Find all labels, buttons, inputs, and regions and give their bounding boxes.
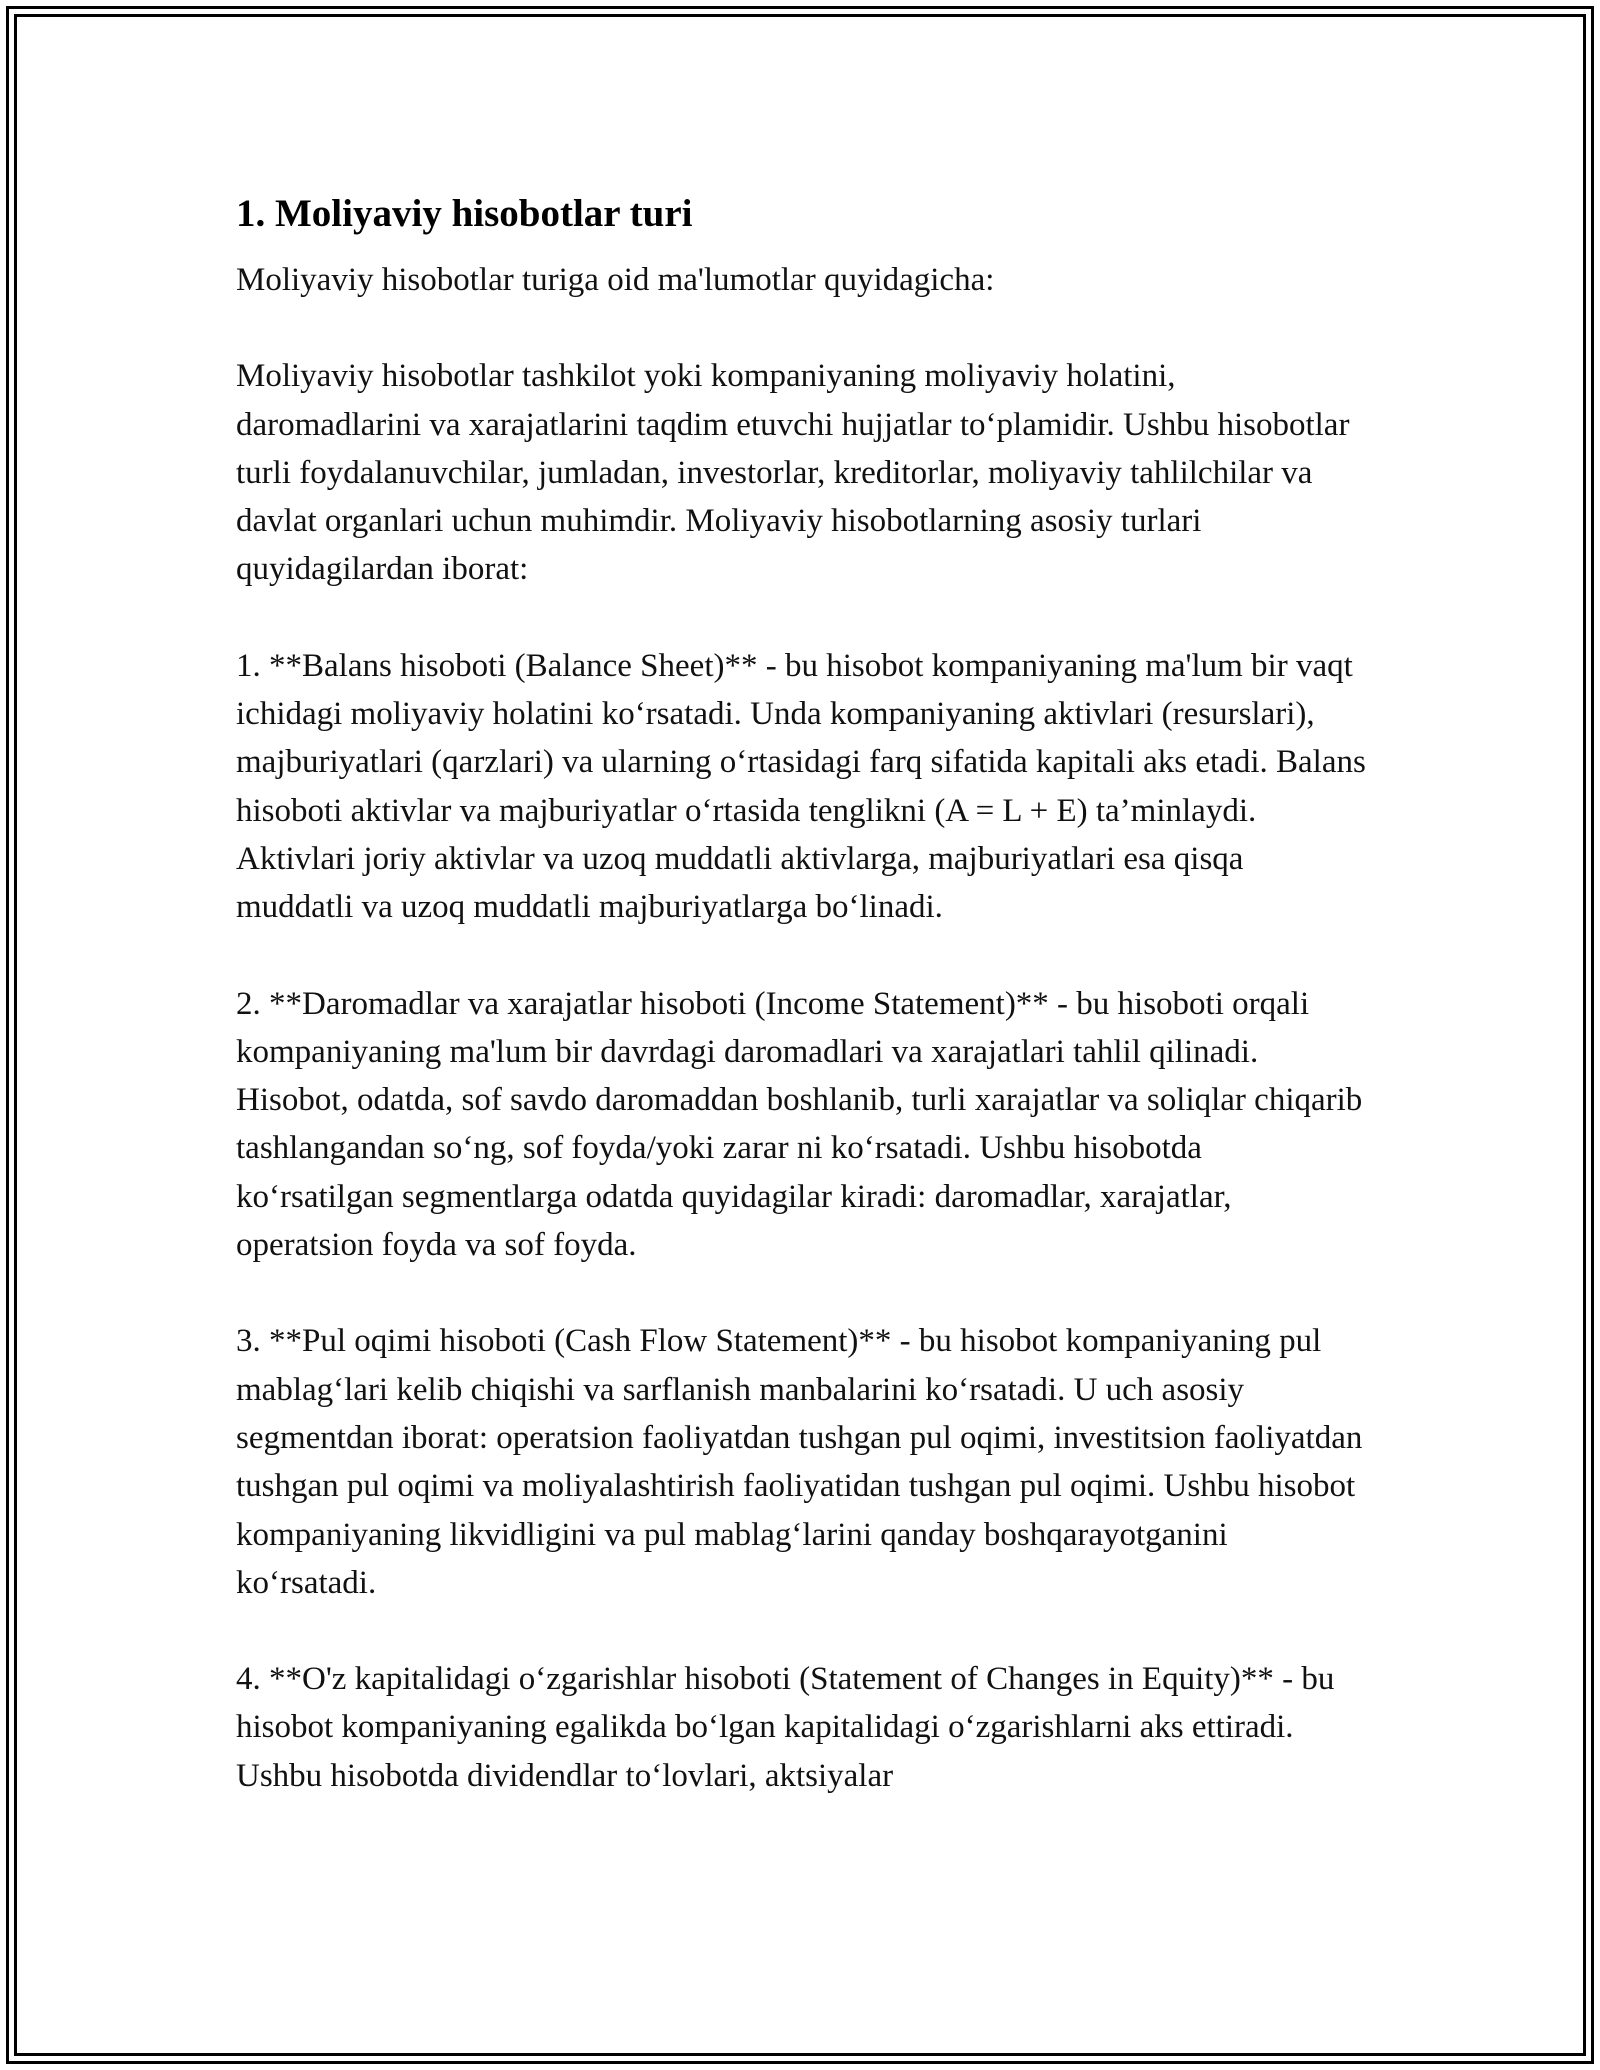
- document-body: [236, 188, 1366, 1848]
- section-heading: 1. Moliyaviy hisobotlar turi: [236, 192, 693, 235]
- intro-paragraph: Moliyaviy hisobotlar turiga oid ma'lumotlar quyidagicha:: [236, 262, 995, 298]
- balance-sheet-paragraph: 1. **Balans hisoboti (Balance Sheet)** - bu hisobot kompaniyaning ma'lum bir vaqt ichidagi moliyaviy holatini ko‘rsatadi. Unda kompaniyaning aktivlari (resurslari), majburiyatlari (qarzlari) va ularning o‘rtasidagi farq sifatida kapitali aks etadi. Balans hisoboti aktivlar va majburiyatlar o‘rtasida tenglikni (A = L + E) ta’minlaydi. Aktivlari joriy aktivlar va uzoq muddatli aktivlarga, majburiyatlari esa qisqa muddatli va uzoq muddatli majburiyatlarga bo‘linadi.: [236, 647, 1366, 926]
- overview-paragraph: Moliyaviy hisobotlar tashkilot yoki kompaniyaning moliyaviy holatini, daromadlarini va xarajatlarini taqdim etuvchi hujjatlar to‘plamidir. Ushbu hisobotlar turli foydalanuvchilar, jumladan, investorlar, kreditorlar, moliyaviy tahlilchilar va davlat organlari uchun muhimdir. Moliyaviy hisobotlarning asosiy turlari quyidagilardan iborat:: [236, 358, 1350, 588]
- income-statement-paragraph: 2. **Daromadlar va xarajatlar hisoboti (Income Statement)** - bu hisoboti orqali kompaniyaning ma'lum bir davrdagi daromadlari va xarajatlari tahlil qilinadi. Hisobot, odatda, sof savdo daromaddan boshlanib, turli xarajatlar va soliqlar chiqarib tashlangandan so‘ng, sof foyda/yoki zarar ni ko‘rsatadi. Ushbu hisobotda ko‘rsatilgan segmentlarga odatda quyidagilar kiradi: daromadlar, xarajatlar, operatsion foyda va sof foyda.: [236, 985, 1363, 1264]
- cash-flow-paragraph: 3. **Pul oqimi hisoboti (Cash Flow Statement)** - bu hisobot kompaniyaning pul mablag‘lari kelib chiqishi va sarflanish manbalarini ko‘rsatadi. U uch asosiy segmentdan iborat: operatsion faoliyatdan tushgan pul oqimi, investitsion faoliyatdan tushgan pul oqimi va moliyalashtirish faoliyatidan tushgan pul oqimi. Ushbu hisobot kompaniyaning likvidligini va pul mablag‘larini qanday boshqarayotganini ko‘rsatadi.: [236, 1323, 1363, 1601]
- equity-changes-paragraph: 4. **O'z kapitalidagi o‘zgarishlar hisoboti (Statement of Changes in Equity)** - bu hisobot kompaniyaning egalikda bo‘lgan kapitalidagi o‘zgarishlarni aks ettiradi. Ushbu hisobotda dividendlar to‘lovlari, aktsiyalar: [236, 1661, 1335, 1794]
